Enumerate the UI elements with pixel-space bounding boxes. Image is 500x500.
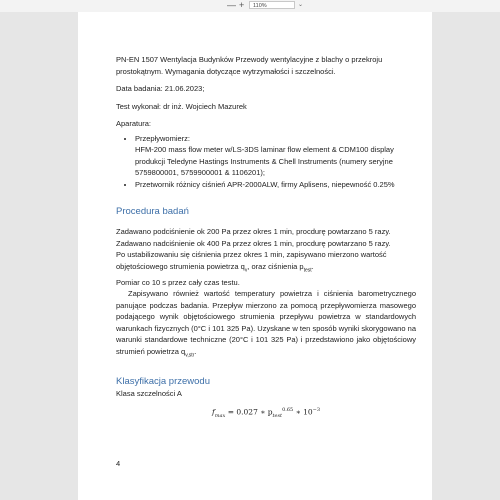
zoom-level-select[interactable]: 110% bbox=[249, 1, 295, 9]
zoom-in-button[interactable]: + bbox=[239, 0, 245, 10]
test-date: Data badania: 21.06.2023; bbox=[116, 84, 205, 93]
procedure-paragraph-4: Pomiar co 10 s przez cały czas testu. bbox=[116, 277, 240, 287]
apparatus-list bbox=[116, 133, 416, 191]
page-number: 4 bbox=[116, 459, 121, 468]
apparatus-item-title: Przetwornik różnicy ciśnień APR-2000ALW, firmy Aplisens, niepewność 0.25% bbox=[135, 179, 395, 189]
procedure-paragraph-2: Zadawano nadciśnienie ok 400 Pa przez okres 1 min, procdurę powtarzano 5 razy. bbox=[116, 238, 391, 248]
apparatus-item-title: Przepływomierz: bbox=[135, 133, 191, 143]
leakage-formula: $f_{max} = 0.027$ ∗ $p_{test}^{0.65}$ ∗ $10^{-3}$ bbox=[211, 407, 320, 419]
section-heading-procedure: Procedura badań bbox=[116, 206, 189, 217]
list-item bbox=[135, 179, 416, 191]
tester: Test wykonał: dr inż. Wojciech Mazurek bbox=[116, 101, 247, 111]
chevron-down-icon[interactable]: ⌄ bbox=[298, 2, 304, 8]
apparatus-item-detail: HFM-200 mass flow meter w/LS-3DS laminar flow element & CDM100 display produkcji Teledyne Hastings Instruments & Chell Instruments (numery seryjne 5759800001, 5759900001 & 1106201); bbox=[135, 145, 394, 177]
section-heading-classification: Klasyfikacja przewodu bbox=[116, 375, 210, 387]
procedure-paragraph-1: Zadawano podciśnienie ok 200 Pa przez okres 1 min, procdurę powtarzano 5 razy. bbox=[116, 227, 391, 236]
list-item bbox=[135, 133, 416, 179]
zoom-out-button[interactable]: — bbox=[227, 0, 236, 10]
apparatus-label: Aparatura: bbox=[116, 119, 152, 128]
document-page bbox=[78, 12, 432, 500]
procedure-paragraph-3: Po ustabilizowaniu się ciśnienia przez okres 1 min, zapisywano mierzono wartość objętościowego strumienia powietrza $q_v$, oraz ciśnienia $p_{test}$. bbox=[116, 250, 387, 273]
class-label: Klasa szczelności A bbox=[116, 388, 182, 398]
document-content bbox=[116, 54, 416, 423]
procedure-paragraph-5: Zapisywano również wartość temperatury powietrza i ciśnienia barometrycznego panujące podczas badania. Przepływ mierzono za pomocą przepływomierza masowego podającego wynik objętościowego strumienia przepływu powietrza w standardowych warunkach fizycznych (0°C i 101 325 Pa). Uzyskane w ten sposób wyniki skorygowano na warunki standardowe techniczne (20°C i 101 325 Pa) i przedstawiono jako objętościowy strumień powietrza $q_{v,str}$. bbox=[116, 289, 416, 358]
zoom-toolbar bbox=[0, 0, 500, 12]
intro-paragraph: PN-EN 1507 Wentylacja Budynków Przewody wentylacyjne z blachy o przekroju prostokątnym. Wymagania dotyczące wytrzymałości i szczelności. bbox=[116, 55, 383, 76]
